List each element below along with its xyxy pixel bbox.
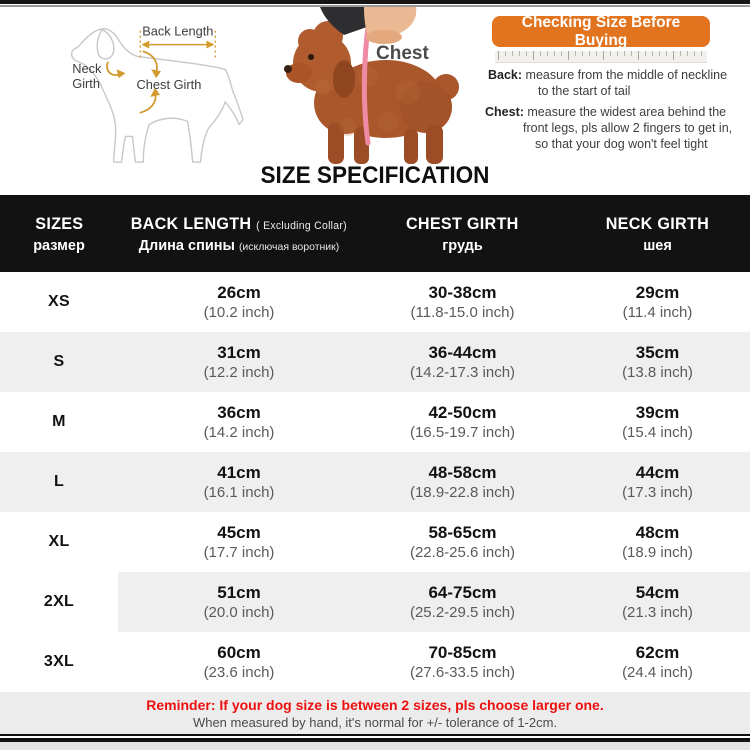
chest-inch: (27.6-33.5 inch) (409, 664, 516, 681)
neck-cm: 48cm (635, 523, 680, 542)
chest-cell (360, 392, 565, 452)
checking-size-button[interactable]: Checking Size Before Buying (492, 16, 710, 47)
chest-photo-label: Chest (376, 43, 429, 64)
neck-inch: (13.8 inch) (622, 364, 693, 381)
neck-girth-arrow (107, 62, 125, 78)
chest-inch: (25.2-29.5 inch) (409, 604, 516, 621)
chest-cm: 58-65cm (428, 523, 497, 542)
size-cell (0, 512, 118, 572)
header-sizes (0, 195, 118, 272)
neck-inch: (18.9 inch) (622, 544, 693, 561)
table-row-s (0, 332, 750, 392)
header-neck-girth (565, 195, 750, 272)
page-title: SIZE SPECIFICATION (260, 162, 490, 189)
tolerance-text: When measured by hand, it's normal for +/- tolerance of 1-2cm. (192, 714, 558, 730)
header-back-length (118, 195, 360, 272)
header-neck-en: NECK GIRTH (605, 213, 710, 233)
back-cell (118, 512, 360, 572)
size-label: 3XL (43, 653, 75, 670)
back-term: Back: (488, 68, 523, 82)
chest-cell (360, 632, 565, 692)
back-inch: (10.2 inch) (203, 304, 275, 321)
neck-cm: 35cm (635, 343, 680, 362)
back-cm: 41cm (217, 463, 261, 482)
hero-section (0, 7, 750, 163)
neck-inch: (11.4 inch) (622, 304, 693, 321)
size-cell (0, 632, 118, 692)
measuring-guide (478, 7, 750, 163)
header-sizes-ru: размер (33, 237, 85, 254)
chest-inch: (14.2-17.3 inch) (409, 364, 516, 381)
size-cell (0, 452, 118, 512)
chest-cell (360, 332, 565, 392)
chest-instruction-line3 (535, 137, 708, 151)
table-row-2xl (0, 572, 750, 632)
dog-measurement-diagram (55, 15, 275, 165)
chest-inch: (11.8-15.0 inch) (410, 304, 515, 321)
chest-instruction-line1 (485, 105, 726, 119)
chest-term: Chest: (485, 105, 524, 119)
neck-inch: (24.4 inch) (622, 664, 693, 681)
header-back-en (131, 214, 347, 234)
size-label: XS (48, 293, 70, 310)
header-back-ru-note: (исключая воротник) (238, 240, 340, 253)
back-cm: 45cm (217, 523, 261, 542)
header-back-note: ( Excluding Collar) (256, 219, 348, 232)
neck-girth-label-line1: Neck (72, 61, 102, 77)
size-label: 2XL (43, 593, 75, 610)
size-label: M (52, 413, 66, 430)
reminder-text: Reminder: If your dog size is between 2 sizes, pls choose larger one. (146, 696, 604, 713)
chest-inch: (16.5-19.7 inch) (409, 424, 516, 441)
footer-note (0, 692, 750, 734)
dog-photo (268, 7, 482, 165)
size-label: S (53, 353, 65, 370)
chest-cm: 64-75cm (428, 583, 497, 602)
chest-cm: 70-85cm (428, 643, 497, 662)
table-row-xl (0, 512, 750, 572)
neck-cell (565, 272, 750, 332)
neck-cell (565, 332, 750, 392)
header-back-ru (139, 238, 340, 254)
header-back-en-text: BACK LENGTH (130, 213, 252, 233)
back-text-continued: to the start of tail (538, 84, 631, 98)
neck-inch: (15.4 inch) (622, 424, 693, 441)
size-cell (0, 392, 118, 452)
back-cell (118, 572, 360, 632)
size-cell (0, 332, 118, 392)
back-cm: 26cm (217, 283, 261, 302)
size-cell (0, 572, 118, 632)
chest-text-continued2: so that your dog won't feel tight (535, 137, 708, 151)
bottom-fill (0, 742, 750, 750)
neck-inch: (17.3 inch) (622, 484, 693, 501)
neck-inch: (21.3 inch) (622, 604, 693, 621)
chest-inch: (22.8-25.6 inch) (409, 544, 516, 561)
chest-cm: 48-58cm (428, 463, 497, 482)
back-cell (118, 392, 360, 452)
chest-cm: 30-38cm (428, 283, 497, 302)
table-row-m (0, 392, 750, 452)
chest-cell (360, 452, 565, 512)
dog-ear-outline (97, 30, 114, 59)
header-back-ru-text: Длина спины (138, 237, 235, 254)
table-row-3xl (0, 632, 750, 692)
neck-cm: 44cm (635, 463, 680, 482)
top-border-line (0, 0, 750, 4)
bottom-border-line (0, 734, 750, 736)
table-row-l (0, 452, 750, 512)
chest-cell (360, 572, 565, 632)
neck-cell (565, 512, 750, 572)
header-sizes-en: SIZES (34, 213, 84, 233)
back-text: measure from the middle of neckline (525, 68, 728, 82)
header-chest-girth (360, 195, 565, 272)
back-inch: (16.1 inch) (203, 484, 275, 501)
chest-cell (360, 512, 565, 572)
poodle-dog (284, 21, 459, 164)
chest-cm: 36-44cm (428, 343, 497, 362)
ruler-graphic (495, 51, 707, 63)
size-label: L (53, 473, 65, 490)
chest-text: measure the widest area behind the (527, 105, 727, 119)
size-table-body (0, 272, 750, 692)
back-length-label: Back Length (142, 23, 214, 39)
back-cm: 31cm (217, 343, 261, 362)
back-cm: 60cm (217, 643, 261, 662)
neck-cm: 62cm (635, 643, 680, 662)
back-instruction-line1 (488, 68, 727, 82)
chest-instruction-line2 (523, 121, 732, 135)
back-cell (118, 632, 360, 692)
chest-cell (360, 272, 565, 332)
back-inch: (23.6 inch) (203, 664, 275, 681)
back-cm: 51cm (217, 583, 261, 602)
back-inch: (12.2 inch) (203, 364, 275, 381)
neck-cell (565, 392, 750, 452)
neck-girth-label-line2: Girth (72, 76, 101, 92)
neck-cell (565, 572, 750, 632)
back-cm: 36cm (217, 403, 261, 422)
back-cell (118, 332, 360, 392)
header-neck-ru: шея (643, 237, 672, 254)
neck-cell (565, 632, 750, 692)
chest-text-continued: front legs, pls allow 2 fingers to get in, (523, 121, 733, 135)
back-cell (118, 272, 360, 332)
table-row-xs (0, 272, 750, 332)
chest-girth-label: Chest Girth (136, 77, 202, 93)
chest-inch: (18.9-22.8 inch) (409, 484, 516, 501)
neck-cm: 29cm (635, 283, 680, 302)
size-cell (0, 272, 118, 332)
header-chest-en: CHEST GIRTH (406, 213, 519, 233)
back-inch: (20.0 inch) (203, 604, 275, 621)
size-label: XL (48, 533, 70, 550)
chest-cm: 42-50cm (428, 403, 497, 422)
back-cell (118, 452, 360, 512)
back-inch: (17.7 inch) (203, 544, 275, 561)
back-instruction-line2 (538, 84, 630, 98)
back-inch: (14.2 inch) (203, 424, 275, 441)
neck-cm: 39cm (635, 403, 680, 422)
table-header (0, 195, 750, 272)
neck-cm: 54cm (635, 583, 680, 602)
header-chest-ru: грудь (442, 237, 483, 254)
neck-cell (565, 452, 750, 512)
